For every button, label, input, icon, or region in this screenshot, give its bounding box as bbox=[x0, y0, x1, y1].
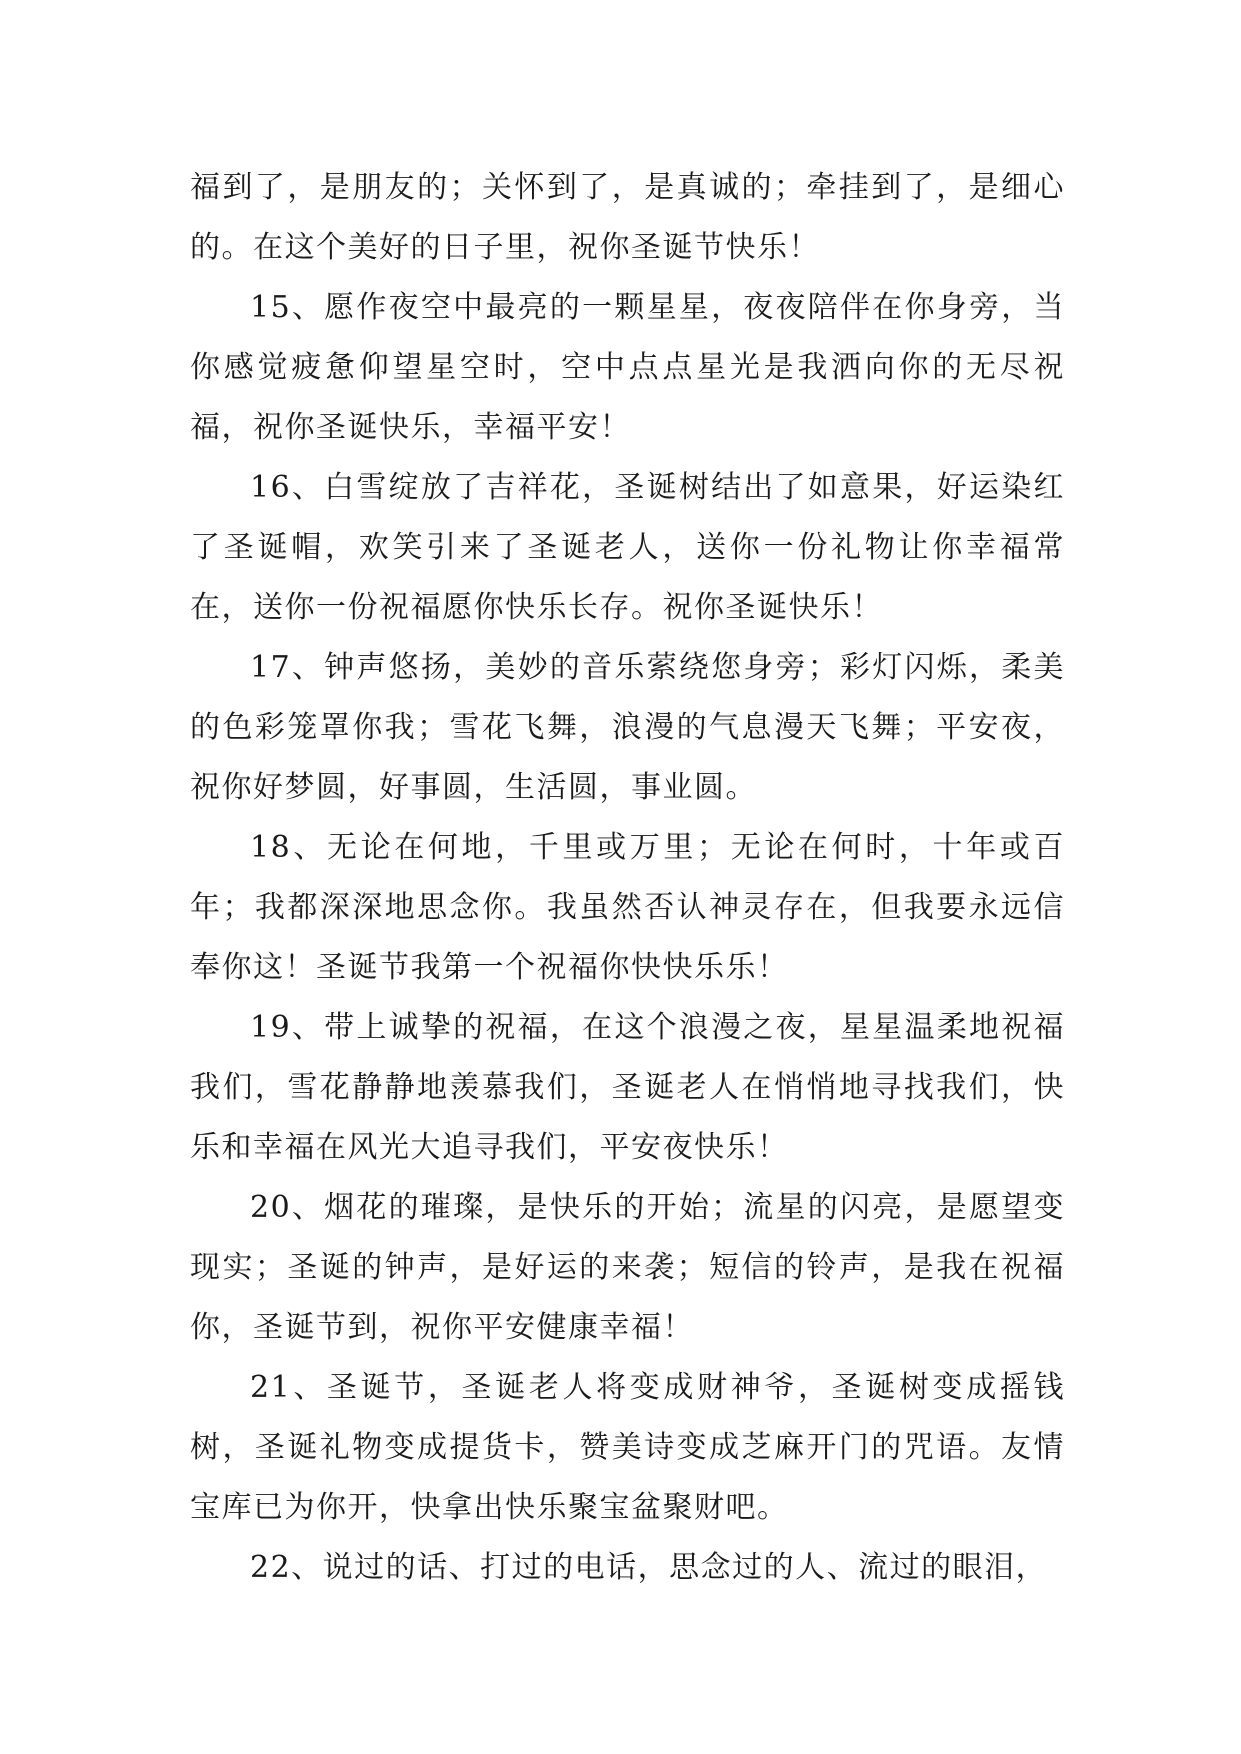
paragraph-continuation: 福到了，是朋友的；关怀到了，是真诚的；牵挂到了，是细心的。在这个美好的日子里，祝你圣诞节快乐！ bbox=[190, 170, 1065, 265]
paragraph-17: 17、钟声悠扬，美妙的音乐萦绕您身旁；彩灯闪烁，柔美的色彩笼罩你我；雪花飞舞，浪漫的气息漫天飞舞；平安夜，祝你好梦圆，好事圆，生活圆，事业圆。 bbox=[190, 650, 1065, 805]
paragraph-18: 18、无论在何地，千里或万里；无论在何时，十年或百年；我都深深地思念你。我虽然否认神灵存在，但我要永远信奉你这！圣诞节我第一个祝福你快快乐乐！ bbox=[190, 830, 1065, 985]
paragraph-21: 21、圣诞节，圣诞老人将变成财神爷，圣诞树变成摇钱树，圣诞礼物变成提货卡，赞美诗变成芝麻开门的咒语。友情宝库已为你开，快拿出快乐聚宝盆聚财吧。 bbox=[190, 1370, 1065, 1525]
paragraph-16: 16、白雪绽放了吉祥花，圣诞树结出了如意果，好运染红了圣诞帽，欢笑引来了圣诞老人，送你一份礼物让你幸福常在，送你一份祝福愿你快乐长存。祝你圣诞快乐！ bbox=[190, 470, 1065, 625]
document-body bbox=[190, 158, 1065, 1598]
paragraph-15: 15、愿作夜空中最亮的一颗星星，夜夜陪伴在你身旁，当你感觉疲惫仰望星空时，空中点点星光是我洒向你的无尽祝福，祝你圣诞快乐，幸福平安！ bbox=[190, 290, 1065, 445]
paragraph-19: 19、带上诚挚的祝福，在这个浪漫之夜，星星温柔地祝福我们，雪花静静地羡慕我们，圣诞老人在悄悄地寻找我们，快乐和幸福在风光大追寻我们，平安夜快乐！ bbox=[190, 1010, 1065, 1165]
paragraph-22: 22、说过的话、打过的电话，思念过的人、流过的眼泪， bbox=[250, 1550, 1048, 1585]
paragraph-20: 20、烟花的璀璨，是快乐的开始；流星的闪亮，是愿望变现实；圣诞的钟声，是好运的来袭；短信的铃声，是我在祝福你，圣诞节到，祝你平安健康幸福！ bbox=[190, 1190, 1065, 1345]
